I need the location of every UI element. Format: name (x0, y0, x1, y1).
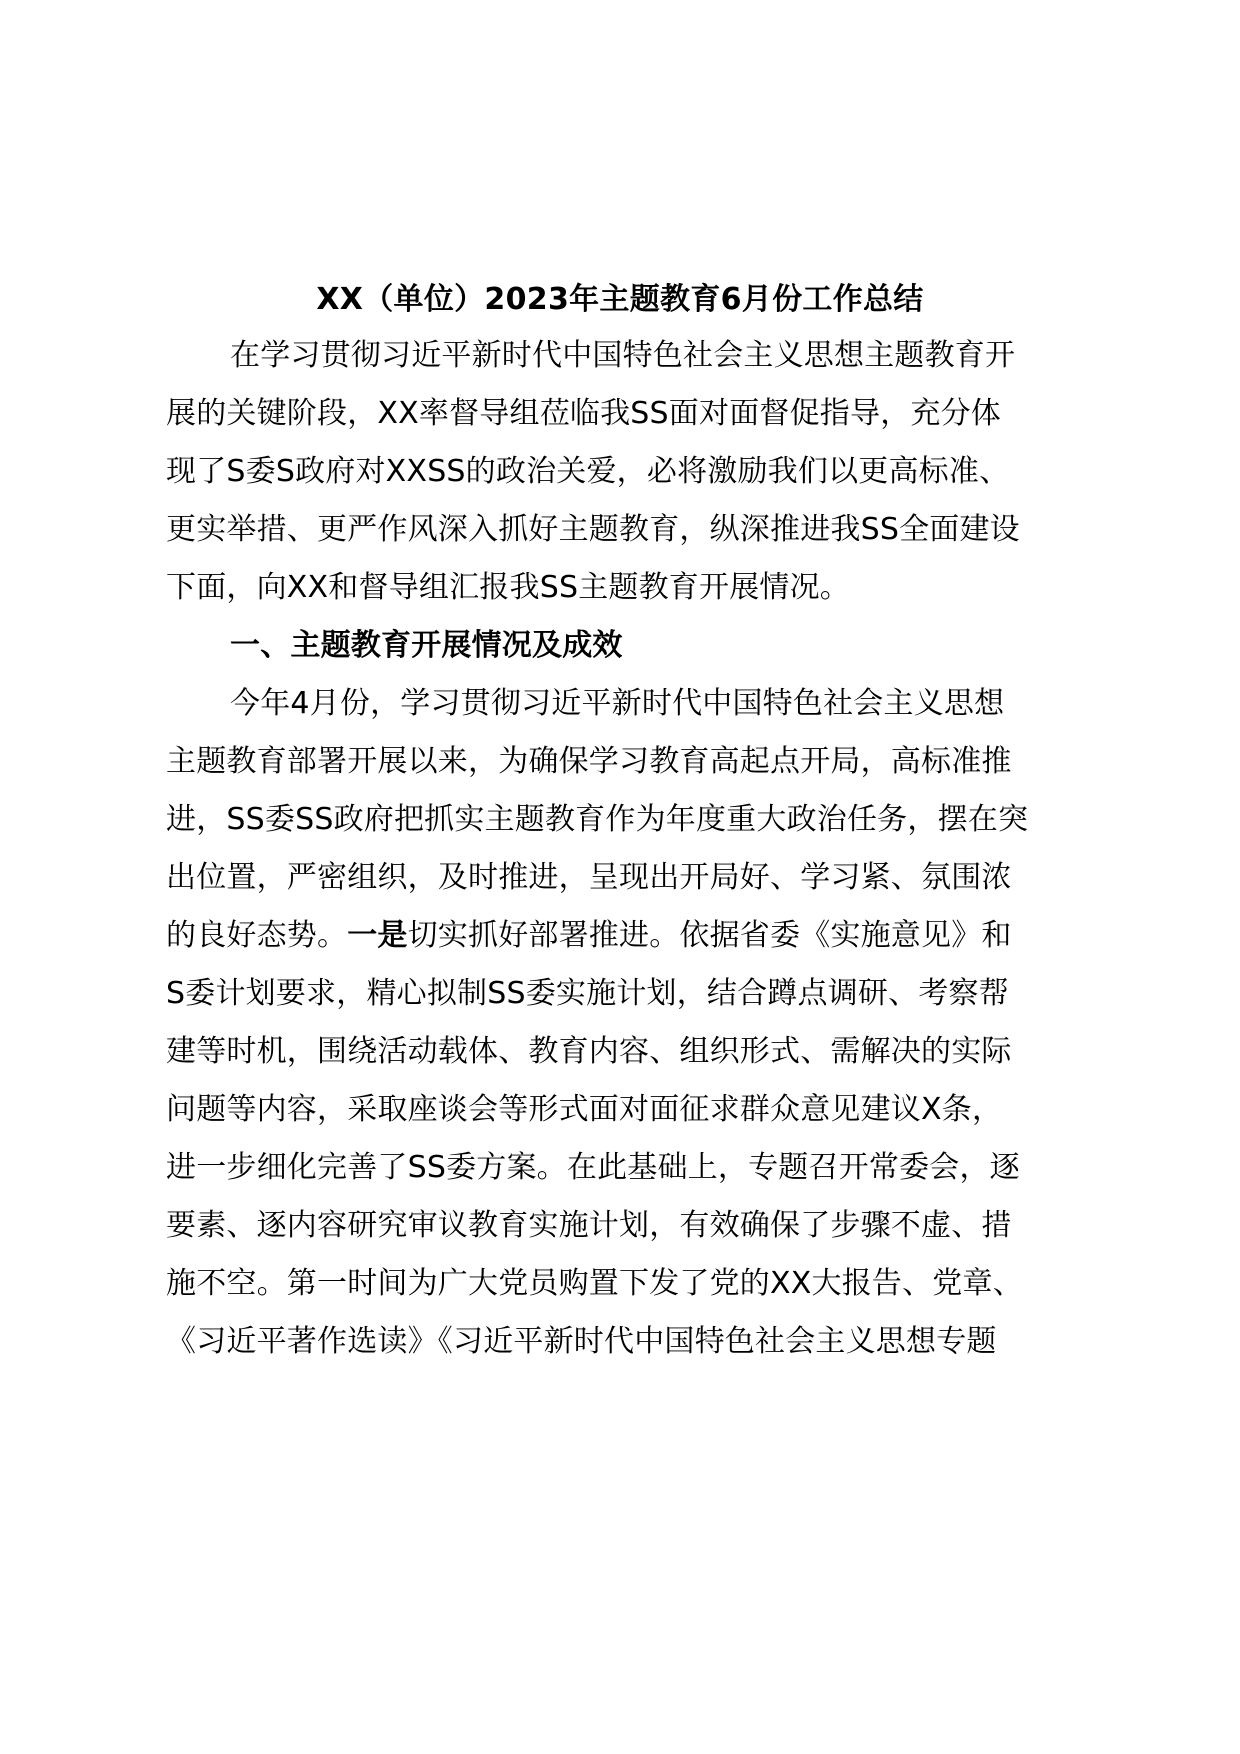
body-line-10: 要素、逐内容研究审议教育实施计划，有效确保了步骤不虚、措 (166, 1208, 1012, 1243)
body-line-3: 进，SS委SS政府把抓实主题教育作为年度重大政治任务，摆在突 (166, 802, 1029, 837)
body-line-12: 《习近平著作选读》《习近平新时代中国特色社会主义思想专题 (166, 1324, 997, 1359)
body-line-5-start: 的良好态势。 (166, 918, 348, 953)
body-line-8: 问题等内容，采取座谈会等形式面对面征求群众意见建议X条， (166, 1092, 1003, 1127)
body-line-5 (166, 911, 1012, 961)
body-line-2: 主题教育部署开展以来，为确保学习教育高起点开局，高标准推 (166, 744, 1012, 779)
body-line-9: 进一步细化完善了SS委方案。在此基础上，专题召开常委会，逐 (166, 1150, 1020, 1185)
intro-line-2: 展的关键阶段，XX率督导组莅临我SS面对面督促指导，充分体 (166, 396, 1001, 431)
section-heading-1: 一、主题教育开展情况及成效 (230, 628, 623, 663)
intro-line-1: 在学习贯彻习近平新时代中国特色社会主义思想主题教育开 (230, 338, 1016, 373)
body-line-11: 施不空。第一时间为广大党员购置下发了党的XX大报告、党章、 (166, 1266, 1023, 1301)
intro-line-3: 现了S委S政府对XXSS的政治关爱，必将激励我们以更高标准、 (166, 454, 1010, 489)
intro-line-5: 下面，向XX和督导组汇报我SS主题教育开展情况。 (166, 570, 850, 605)
body-line-6: S委计划要求，精心拟制SS委实施计划，结合蹲点调研、考察帮 (166, 976, 1009, 1011)
body-line-5-end: 切实抓好部署推进。依据省委《实施意见》和 (407, 918, 1012, 953)
document-title: XX（单位）2023年主题教育6月份工作总结 (316, 282, 924, 317)
first-point-marker: 一是 (347, 918, 408, 953)
body-line-1: 今年4月份，学习贯彻习近平新时代中国特色社会主义思想 (230, 686, 1005, 721)
body-line-4: 出位置，严密组织，及时推进，呈现出开局好、学习紧、氛围浓 (166, 860, 1012, 895)
body-line-7: 建等时机，围绕活动载体、教育内容、组织形式、需解决的实际 (166, 1034, 1012, 1069)
intro-line-4: 更实举措、更严作风深入抓好主题教育，纵深推进我SS全面建设 (166, 512, 1020, 547)
